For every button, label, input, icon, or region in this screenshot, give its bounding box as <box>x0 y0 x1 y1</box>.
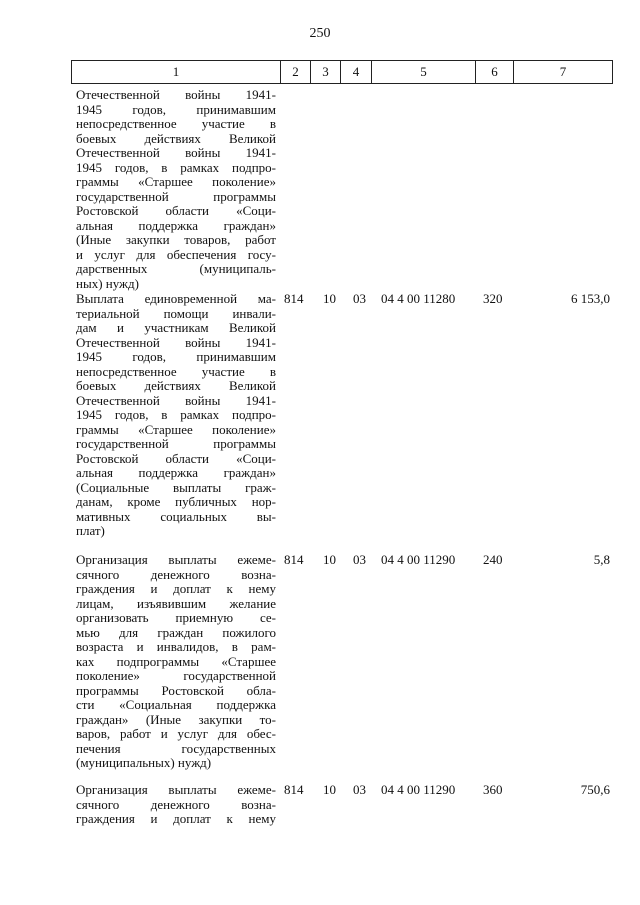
description-line: Отечественной войны 1941- <box>76 334 276 350</box>
table-header <box>71 60 613 84</box>
description-line: граждения и доплат к нему <box>76 581 276 596</box>
description-line: ных) нужд) <box>76 275 139 291</box>
header-col-1: 1 <box>72 61 281 83</box>
cell-col-2: 814 <box>284 291 304 306</box>
description-line: граммы «Старшее поколение» <box>76 421 276 437</box>
description-line: варов, работ и услуг для обес- <box>76 726 276 741</box>
description-line: граждения и доплат к нему <box>76 811 276 826</box>
cell-col-3: 10 <box>323 291 336 306</box>
row-description <box>76 553 276 771</box>
cell-col-4: 03 <box>353 782 366 797</box>
description-line: териальной помощи инвали- <box>76 305 276 321</box>
description-line: организовать приемную се- <box>76 610 276 625</box>
header-col-2: 2 <box>281 61 311 83</box>
cell-col-7: 750,6 <box>580 782 610 797</box>
description-line: (Иные закупки товаров, работ <box>76 232 276 247</box>
cell-col-6: 360 <box>483 782 503 797</box>
description-line: поколение» государственной <box>76 668 276 683</box>
row-description <box>76 292 276 539</box>
header-col-4: 4 <box>341 61 372 83</box>
cell-col-6: 320 <box>483 291 503 306</box>
description-line: альная поддержка граждан» <box>76 217 276 233</box>
description-line: непосредственное участие в <box>76 363 276 379</box>
description-line: государственной программы <box>76 436 276 451</box>
cell-col-3: 10 <box>323 552 336 567</box>
description-line: (Социальные выплаты граж- <box>76 479 276 495</box>
cell-col-6: 240 <box>483 552 503 567</box>
cell-col-7: 6 153,0 <box>571 291 610 306</box>
description-line: (муниципальных) нужд) <box>76 755 212 770</box>
cell-col-2: 814 <box>284 552 304 567</box>
description-line: 1945 годов, принимавшим <box>76 101 276 117</box>
description-line: граммы «Старшее поколение» <box>76 174 276 189</box>
description-line: плат) <box>76 523 105 538</box>
page-number: 250 <box>309 26 331 41</box>
description-line: Организация выплаты ежеме- <box>76 552 276 567</box>
description-line: данам, кроме публичных нор- <box>76 494 276 509</box>
description-line: альная поддержка граждан» <box>76 465 276 480</box>
header-col-6: 6 <box>476 61 514 83</box>
description-line: Отечественной войны 1941- <box>76 87 276 102</box>
description-line: и услуг для обеспечения госу- <box>76 246 276 262</box>
description-line: боевых действиях Великой <box>76 378 276 393</box>
description-line: граждан» (Иные закупки то- <box>76 711 276 727</box>
cell-col-5: 04 4 00 11290 <box>381 552 456 567</box>
description-line: 1945 годов, в рамках подпро- <box>76 159 276 175</box>
row-description <box>76 783 276 827</box>
description-line: сти «Социальная поддержка <box>76 697 276 712</box>
description-line: Выплата единовременной ма- <box>76 291 276 306</box>
cell-col-4: 03 <box>353 291 366 306</box>
description-line: 1945 годов, принимавшим <box>76 349 276 364</box>
cell-col-7: 5,8 <box>593 552 610 567</box>
description-line: Организация выплаты ежеме- <box>76 782 276 797</box>
description-line: сячного денежного возна- <box>76 566 276 582</box>
description-line: 1945 годов, в рамках подпро- <box>76 407 276 422</box>
description-line: мативных социальных вы- <box>76 508 276 524</box>
description-line: печения государственных <box>76 740 276 756</box>
header-col-7: 7 <box>559 64 567 79</box>
description-line: дам и участникам Великой <box>76 320 276 335</box>
description-line: ках подпрограммы «Старшее <box>76 653 276 669</box>
description-line: государственной программы <box>76 188 276 204</box>
cell-col-5: 04 4 00 11280 <box>381 291 456 306</box>
description-line: мью для граждан пожилого <box>76 624 276 640</box>
cell-col-4: 03 <box>353 552 366 567</box>
row-description <box>76 88 276 291</box>
cell-col-5: 04 4 00 11290 <box>381 782 456 797</box>
header-col-5: 5 <box>372 61 476 83</box>
description-line: дарственных (муниципаль- <box>76 261 276 276</box>
description-line: программы Ростовской обла- <box>76 682 276 698</box>
description-line: сячного денежного возна- <box>76 796 276 812</box>
description-line: боевых действиях Великой <box>76 130 276 146</box>
description-line: лицам, изъявившим желание <box>76 595 276 611</box>
cell-col-3: 10 <box>323 782 336 797</box>
description-line: Отечественной войны 1941- <box>76 392 276 408</box>
description-line: Ростовской области «Соци- <box>76 203 276 218</box>
description-line: Отечественной войны 1941- <box>76 145 276 160</box>
description-line: Ростовской области «Соци- <box>76 450 276 466</box>
description-line: непосредственное участие в <box>76 116 276 131</box>
cell-col-2: 814 <box>284 782 304 797</box>
header-col-3: 3 <box>311 61 341 83</box>
description-line: возраста и инвалидов, в рам- <box>76 639 276 654</box>
